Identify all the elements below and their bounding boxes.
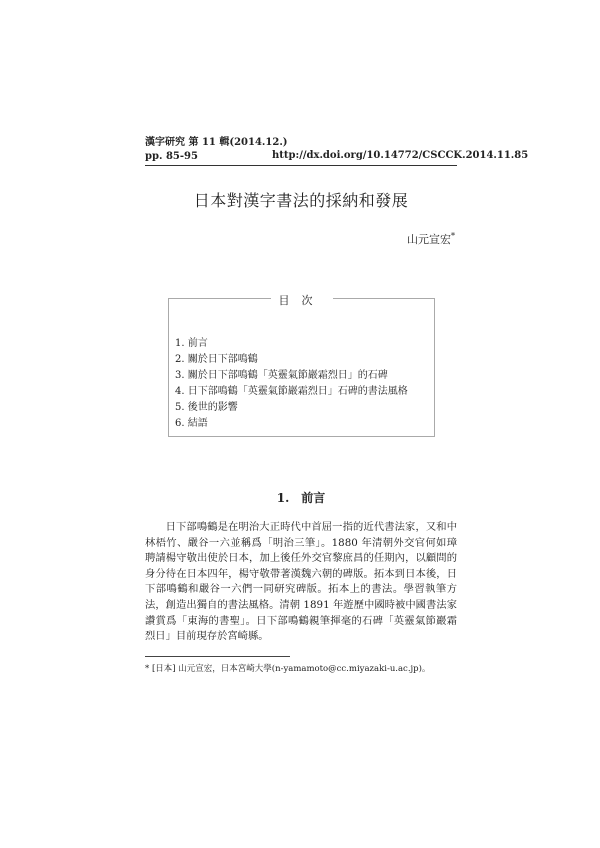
toc-item: 4. 日下部鳴鶴「英靈氣節巖霜烈日」石碑的書法風格 [175, 386, 408, 397]
body-paragraph: 日下部鳴鶴是在明治大正時代中首屈一指的近代書法家，又和中林梧竹、嚴谷一六並稱爲「明治三筆」。1880 年清朝外交官何如璋聘請楊守敬出使於日本，加上後任外交官黎庶昌的任期內，以顧問的身分待在日本四年，楊守敬帶著漢魏六朝的碑版。拓本到日本後，日下部鳴鶴和嚴谷一六們一同研究碑版。拓本上的書法。學習執筆方法，創造出獨自的書法風格。清朝 1891 年遊歷中國時被中國書法家讚賞爲「東海的書聖」。日下部鳴鶴親筆揮毫的石碑「英靈氣節巖霜烈日」目前現存於宮崎縣。 [145, 521, 457, 643]
toc-heading-text: 目次 [271, 294, 333, 307]
author-footnote-mark: * [451, 231, 455, 241]
toc-heading [168, 292, 435, 308]
paper-title: 日本對漢字書法的採納和發展 [193, 191, 409, 210]
header-rule [145, 165, 457, 166]
author-name: 山元宣宏 [407, 233, 451, 246]
page-range: pp. 85-95 [145, 151, 198, 162]
toc-item: 2. 關於日下部鳴鶴 [175, 354, 258, 365]
doi-link[interactable]: http://dx.doi.org/10.14772/CSCCK.2014.11.85 [272, 150, 529, 161]
journal-info [145, 136, 288, 164]
toc-item: 1. 前言 [175, 338, 208, 349]
section-heading: 1. 前言 [276, 491, 326, 505]
footnote: * [日本] 山元宣宏，日本宮崎大學(n-yamamoto@cc.miyazaki-u.ac.jp)。 [145, 664, 431, 674]
author [300, 231, 455, 247]
toc-item: 3. 關於日下部鳴鶴「英靈氣節巖霜烈日」的石碑 [175, 370, 388, 381]
toc-list [175, 336, 408, 432]
toc-item: 5. 後世的影響 [175, 402, 238, 413]
body-text [145, 520, 457, 645]
journal-line: 漢字研究 第 11 輯(2014.12.) [145, 137, 288, 148]
footnote-rule [145, 656, 290, 657]
toc-item: 6. 結語 [175, 418, 208, 429]
